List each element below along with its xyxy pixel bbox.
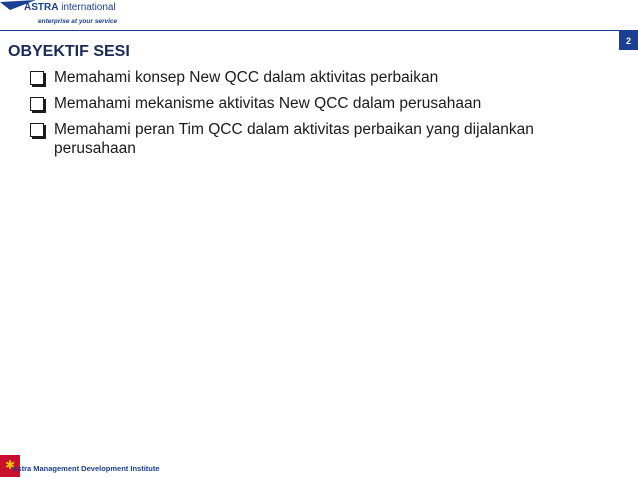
slide-title: OBYEKTIF SESI	[8, 43, 130, 60]
brand-light: international	[61, 2, 116, 13]
star-icon: ✱	[4, 458, 16, 472]
list-item	[30, 120, 570, 158]
brand-name	[24, 2, 116, 13]
institute-name: Astra Management Development Institute	[12, 464, 160, 473]
bullet-text: Memahami mekanisme aktivitas New QCC dalam perusahaan	[54, 95, 482, 112]
brand-tagline: enterprise at your service	[38, 18, 118, 25]
page-number-badge: 2	[619, 31, 638, 50]
checkbox-bullet-icon	[30, 71, 44, 85]
bullet-text: Memahami konsep New QCC dalam aktivitas perbaikan	[54, 69, 439, 86]
list-item	[30, 68, 570, 87]
brand-bold: ASTRA	[24, 2, 59, 13]
objective-list	[30, 68, 570, 165]
list-item	[30, 94, 570, 113]
bullet-text: Memahami peran Tim QCC dalam aktivitas perbaikan yang dijalankan perusahaan	[54, 121, 534, 157]
checkbox-bullet-icon	[30, 123, 44, 137]
header-divider	[0, 30, 638, 31]
checkbox-bullet-icon	[30, 97, 44, 111]
astra-logo	[0, 0, 140, 32]
